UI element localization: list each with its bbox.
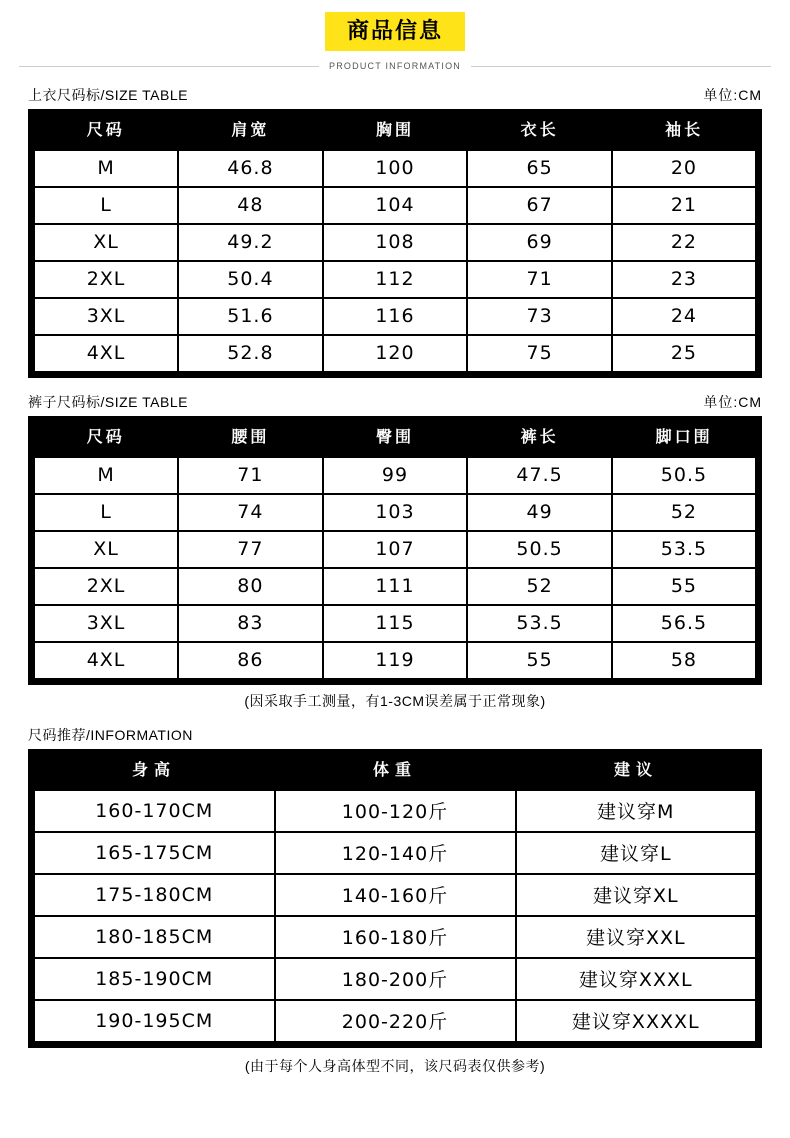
- page-title: 商品信息: [325, 12, 465, 51]
- table-cell: 116: [323, 298, 468, 335]
- table-row: [34, 958, 757, 1000]
- table-cell: 20: [612, 150, 757, 187]
- table-cell: 80: [178, 568, 323, 605]
- table-row: [34, 568, 757, 605]
- table-cell: 50.5: [612, 457, 757, 494]
- table-cell: 2XL: [34, 261, 179, 298]
- table-cell: 111: [323, 568, 468, 605]
- top-size-table: [32, 109, 758, 374]
- table-cell: 107: [323, 531, 468, 568]
- table-row: [34, 335, 757, 373]
- table-cell: 52.8: [178, 335, 323, 373]
- table-cell: L: [34, 187, 179, 224]
- table-cell: 4XL: [34, 642, 179, 680]
- table-cell: 24: [612, 298, 757, 335]
- table-cell: 2XL: [34, 568, 179, 605]
- recommend-table: [32, 749, 758, 1044]
- table-row: [34, 832, 757, 874]
- col-header: 袖长: [612, 109, 757, 150]
- table-cell: 104: [323, 187, 468, 224]
- recommend-caption: 尺码推荐/INFORMATION: [28, 727, 193, 743]
- table-cell: 160-180斤: [275, 916, 516, 958]
- table-cell: 185-190CM: [34, 958, 275, 1000]
- top-size-caption-row: [28, 85, 762, 105]
- table-row: [34, 531, 757, 568]
- top-size-table-wrap: [28, 109, 762, 378]
- col-header: 尺码: [34, 416, 179, 457]
- table-cell: 52: [612, 494, 757, 531]
- table-row: [34, 261, 757, 298]
- table-row: [34, 187, 757, 224]
- table-cell: 建议穿XXL: [516, 916, 757, 958]
- table-row: [34, 494, 757, 531]
- table-cell: 120: [323, 335, 468, 373]
- table-cell: 67: [467, 187, 612, 224]
- table-cell: 49: [467, 494, 612, 531]
- page-subtitle: PRODUCT INFORMATION: [329, 61, 461, 71]
- table-cell: 建议穿XL: [516, 874, 757, 916]
- table-cell: 4XL: [34, 335, 179, 373]
- table-cell: 175-180CM: [34, 874, 275, 916]
- table-row: [34, 790, 757, 832]
- table-cell: 180-185CM: [34, 916, 275, 958]
- pants-size-table: [32, 416, 758, 681]
- table-cell: 120-140斤: [275, 832, 516, 874]
- table-cell: 115: [323, 605, 468, 642]
- table-cell: 71: [178, 457, 323, 494]
- table-row: [34, 916, 757, 958]
- table-cell: 25: [612, 335, 757, 373]
- col-header: 尺码: [34, 109, 179, 150]
- table-cell: 71: [467, 261, 612, 298]
- table-cell: 建议穿XXXL: [516, 958, 757, 1000]
- pants-size-caption: 裤子尺码标/SIZE TABLE: [28, 394, 188, 410]
- table-cell: 69: [467, 224, 612, 261]
- table-header-row: [34, 109, 757, 150]
- table-cell: 50.4: [178, 261, 323, 298]
- table-row: [34, 150, 757, 187]
- table-cell: 52: [467, 568, 612, 605]
- table-cell: 56.5: [612, 605, 757, 642]
- table-row: [34, 457, 757, 494]
- table-cell: 74: [178, 494, 323, 531]
- table-cell: 23: [612, 261, 757, 298]
- table-cell: 99: [323, 457, 468, 494]
- table-cell: 建议穿M: [516, 790, 757, 832]
- table-cell: 77: [178, 531, 323, 568]
- table-cell: L: [34, 494, 179, 531]
- table-cell: 53.5: [467, 605, 612, 642]
- table-cell: 46.8: [178, 150, 323, 187]
- top-size-table-body: [34, 150, 757, 373]
- table-cell: 建议穿XXXXL: [516, 1000, 757, 1043]
- table-row: [34, 605, 757, 642]
- pants-size-caption-row: [28, 392, 762, 412]
- table-cell: 22: [612, 224, 757, 261]
- recommend-table-body: [34, 790, 757, 1043]
- pants-size-table-wrap: [28, 416, 762, 685]
- table-cell: 51.6: [178, 298, 323, 335]
- table-header-row: [34, 416, 757, 457]
- table-cell: 83: [178, 605, 323, 642]
- table-cell: 58: [612, 642, 757, 680]
- table-cell: 100-120斤: [275, 790, 516, 832]
- pants-size-table-body: [34, 457, 757, 680]
- table-cell: 3XL: [34, 298, 179, 335]
- table-cell: 112: [323, 261, 468, 298]
- table-header-row: [34, 749, 757, 790]
- table-cell: 200-220斤: [275, 1000, 516, 1043]
- divider-right: [471, 66, 771, 67]
- divider-left: [19, 66, 319, 67]
- recommend-table-wrap: [28, 749, 762, 1048]
- table-cell: 160-170CM: [34, 790, 275, 832]
- table-cell: 3XL: [34, 605, 179, 642]
- table-cell: 100: [323, 150, 468, 187]
- table-cell: 190-195CM: [34, 1000, 275, 1043]
- table-row: [34, 1000, 757, 1043]
- table-row: [34, 298, 757, 335]
- measure-note: (因采取手工测量，有1-3CM误差属于正常现象): [244, 693, 546, 709]
- recommend-note: (由于每个人身高体型不同，该尺码表仅供参考): [244, 1058, 546, 1074]
- table-cell: 75: [467, 335, 612, 373]
- table-cell: 48: [178, 187, 323, 224]
- table-cell: 55: [467, 642, 612, 680]
- subtitle-row: [28, 61, 762, 71]
- table-cell: 21: [612, 187, 757, 224]
- pants-size-unit: 单位:CM: [703, 394, 762, 410]
- top-size-caption: 上衣尺码标/SIZE TABLE: [28, 87, 188, 103]
- col-header: 胸围: [323, 109, 468, 150]
- top-size-unit: 单位:CM: [703, 87, 762, 103]
- table-cell: 53.5: [612, 531, 757, 568]
- table-row: [34, 642, 757, 680]
- table-cell: 55: [612, 568, 757, 605]
- table-cell: XL: [34, 224, 179, 261]
- table-cell: 108: [323, 224, 468, 261]
- table-cell: 103: [323, 494, 468, 531]
- col-header: 衣长: [467, 109, 612, 150]
- col-header: 裤长: [467, 416, 612, 457]
- table-cell: 180-200斤: [275, 958, 516, 1000]
- table-cell: 47.5: [467, 457, 612, 494]
- table-cell: 65: [467, 150, 612, 187]
- table-cell: 建议穿L: [516, 832, 757, 874]
- table-cell: 165-175CM: [34, 832, 275, 874]
- page-header: [28, 0, 762, 71]
- table-cell: 119: [323, 642, 468, 680]
- table-cell: 86: [178, 642, 323, 680]
- col-header: 臀围: [323, 416, 468, 457]
- table-cell: M: [34, 150, 179, 187]
- table-row: [34, 874, 757, 916]
- col-header: 脚口围: [612, 416, 757, 457]
- col-header: 肩宽: [178, 109, 323, 150]
- table-cell: 50.5: [467, 531, 612, 568]
- table-cell: 49.2: [178, 224, 323, 261]
- col-header: 体重: [275, 749, 516, 790]
- table-cell: M: [34, 457, 179, 494]
- table-cell: 140-160斤: [275, 874, 516, 916]
- table-row: [34, 224, 757, 261]
- table-cell: XL: [34, 531, 179, 568]
- table-cell: 73: [467, 298, 612, 335]
- col-header: 建议: [516, 749, 757, 790]
- col-header: 腰围: [178, 416, 323, 457]
- col-header: 身高: [34, 749, 275, 790]
